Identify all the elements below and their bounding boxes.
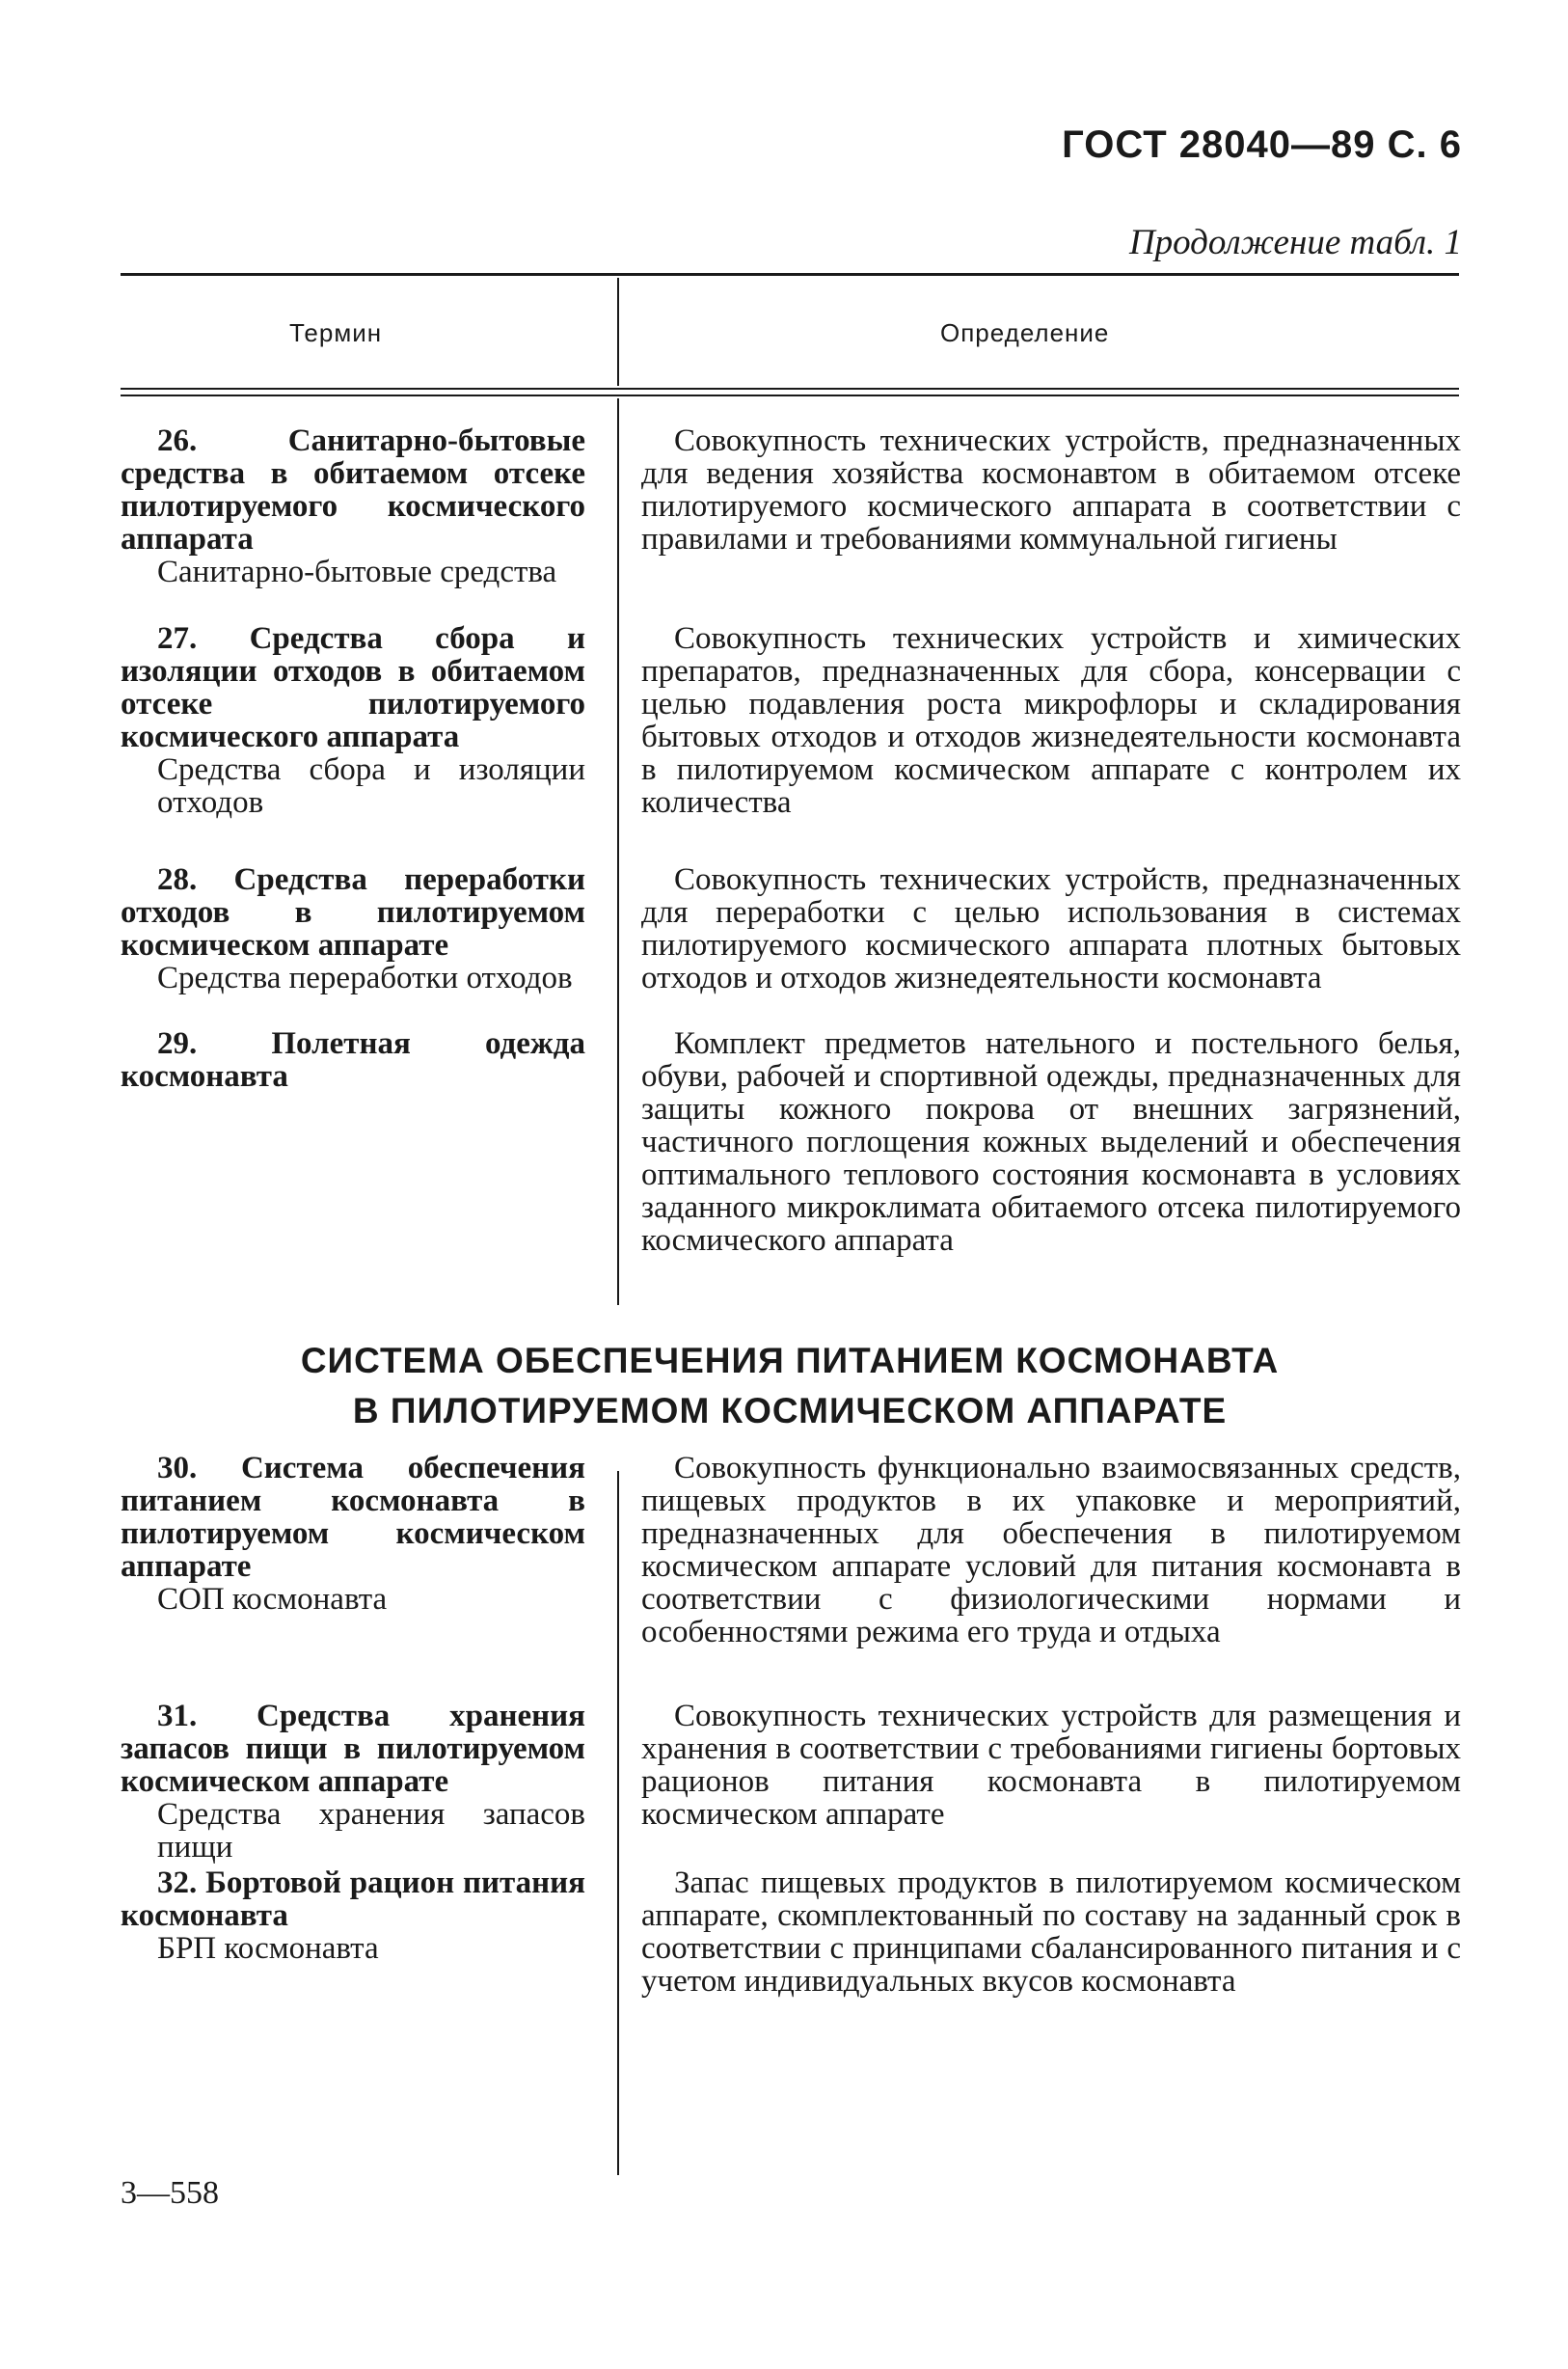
term-short-form: БРП космонавта bbox=[157, 1931, 379, 1966]
entry-30-definition bbox=[641, 1452, 1461, 1648]
entry-32-definition bbox=[641, 1866, 1461, 1998]
section-title bbox=[121, 1336, 1459, 1436]
definition-text: Совокупность технических устройств, предназначенных для ведения хозяйства космонавтом в обитаемом отсеке пилотируемого космического аппарата в соответствии с правилами и требованиями коммунальной гигиены bbox=[641, 423, 1461, 557]
term-name: 28. Средства переработки отходов в пилотируемом космическом аппарате bbox=[121, 862, 585, 963]
term-name: 29. Полетная одежда космонавта bbox=[121, 1026, 585, 1094]
table-top-rule bbox=[121, 273, 1459, 276]
column-header-definition: Определение bbox=[940, 318, 1110, 347]
term-name: 30. Система обеспечения питанием космонавта в пилотируемом космическом аппарате bbox=[121, 1451, 585, 1584]
definition-text: Совокупность технических устройств для размещения и хранения в соответствии с требованиями гигиены бортовых рационов питания космонавта в пилотируемом космическом аппарате bbox=[641, 1699, 1461, 1832]
header-rule-double bbox=[121, 395, 1459, 396]
term-name: 32. Бортовой рацион питания космонавта bbox=[121, 1865, 585, 1933]
entry-28-term bbox=[121, 863, 585, 994]
definition-text: Комплект предметов нательного и постельного белья, обуви, рабочей и спортивной одежды, предназначенных для защиты кожного покрова от внешних загрязнений, частичного поглощения кожных выделений и обеспечения оптимального теплового состояния космонавта в условиях заданного микроклимата обитаемого отсека пилотируемого космического аппарата bbox=[641, 1026, 1461, 1258]
column-divider-header bbox=[617, 278, 619, 386]
term-short-form: Средства хранения запасов пищи bbox=[157, 1797, 585, 1865]
entry-30-term bbox=[121, 1452, 585, 1616]
section-title-text: СИСТЕМА ОБЕСПЕЧЕНИЯ ПИТАНИЕМ КОСМОНАВТА В ПИЛОТИРУЕМОМ КОСМИЧЕСКОМ АППАРАТЕ bbox=[300, 1341, 1280, 1430]
term-short-form: Средства сбора и изоляции отходов bbox=[157, 752, 585, 820]
header-rule bbox=[121, 388, 1459, 390]
entry-29-term bbox=[121, 1027, 585, 1093]
entry-28-definition bbox=[641, 863, 1461, 994]
column-header-term: Термин bbox=[289, 318, 383, 347]
entry-31-term bbox=[121, 1700, 585, 1864]
entry-26-term bbox=[121, 424, 585, 588]
column-divider-lower bbox=[617, 1471, 619, 2175]
term-name: 27. Средства сбора и изоляции отходов в обитаемом отсеке пилотируемого космического аппарата bbox=[121, 621, 585, 754]
column-divider-upper bbox=[617, 398, 619, 1305]
table-continuation-note: Продолжение табл. 1 bbox=[1128, 223, 1462, 262]
definition-text: Запас пищевых продуктов в пилотируемом космическом аппарате, скомплектованный по составу на заданный срок в соответствии с принципами сбалансированного питания и с учетом индивидуальных вкусов космонавта bbox=[641, 1865, 1461, 1999]
entry-27-definition bbox=[641, 622, 1461, 819]
term-short-form: СОП космонавта bbox=[157, 1582, 388, 1617]
term-short-form: Санитарно-бытовые средства bbox=[157, 555, 557, 589]
definition-text: Совокупность функционально взаимосвязанных средств, пищевых продуктов в их упаковке и мероприятий, предназначенных для обеспечения в пилотируемом космическом аппарате условий для питания космонавта в соответствии с физиологическими нормами и особенностями режима его труда и отдыха bbox=[641, 1451, 1461, 1649]
page-header: ГОСТ 28040—89 С. 6 bbox=[1062, 123, 1462, 166]
entry-29-definition bbox=[641, 1027, 1461, 1257]
term-name: 26. Санитарно-бытовые средства в обитаемом отсеке пилотируемого космического аппарата bbox=[121, 423, 585, 557]
entry-27-term bbox=[121, 622, 585, 819]
term-name: 31. Средства хранения запасов пищи в пилотируемом космическом аппарате bbox=[121, 1699, 585, 1799]
entry-31-definition bbox=[641, 1700, 1461, 1831]
definition-text: Совокупность технических устройств и химических препаратов, предназначенных для сбора, консервации с целью подавления роста микрофлоры и складирования бытовых отходов и отходов жизнедеятельности космонавта в пилотируемом космическом аппарате с контролем их количества bbox=[641, 621, 1461, 820]
entry-26-definition bbox=[641, 424, 1461, 556]
entry-32-term bbox=[121, 1866, 585, 1965]
definition-text: Совокупность технических устройств, предназначенных для переработки с целью использования в системах пилотируемого космического аппарата плотных бытовых отходов и отходов жизнедеятельности космонавта bbox=[641, 862, 1461, 995]
term-short-form: Средства переработки отходов bbox=[157, 961, 573, 995]
page-footer-mark: 3—558 bbox=[121, 2175, 219, 2211]
